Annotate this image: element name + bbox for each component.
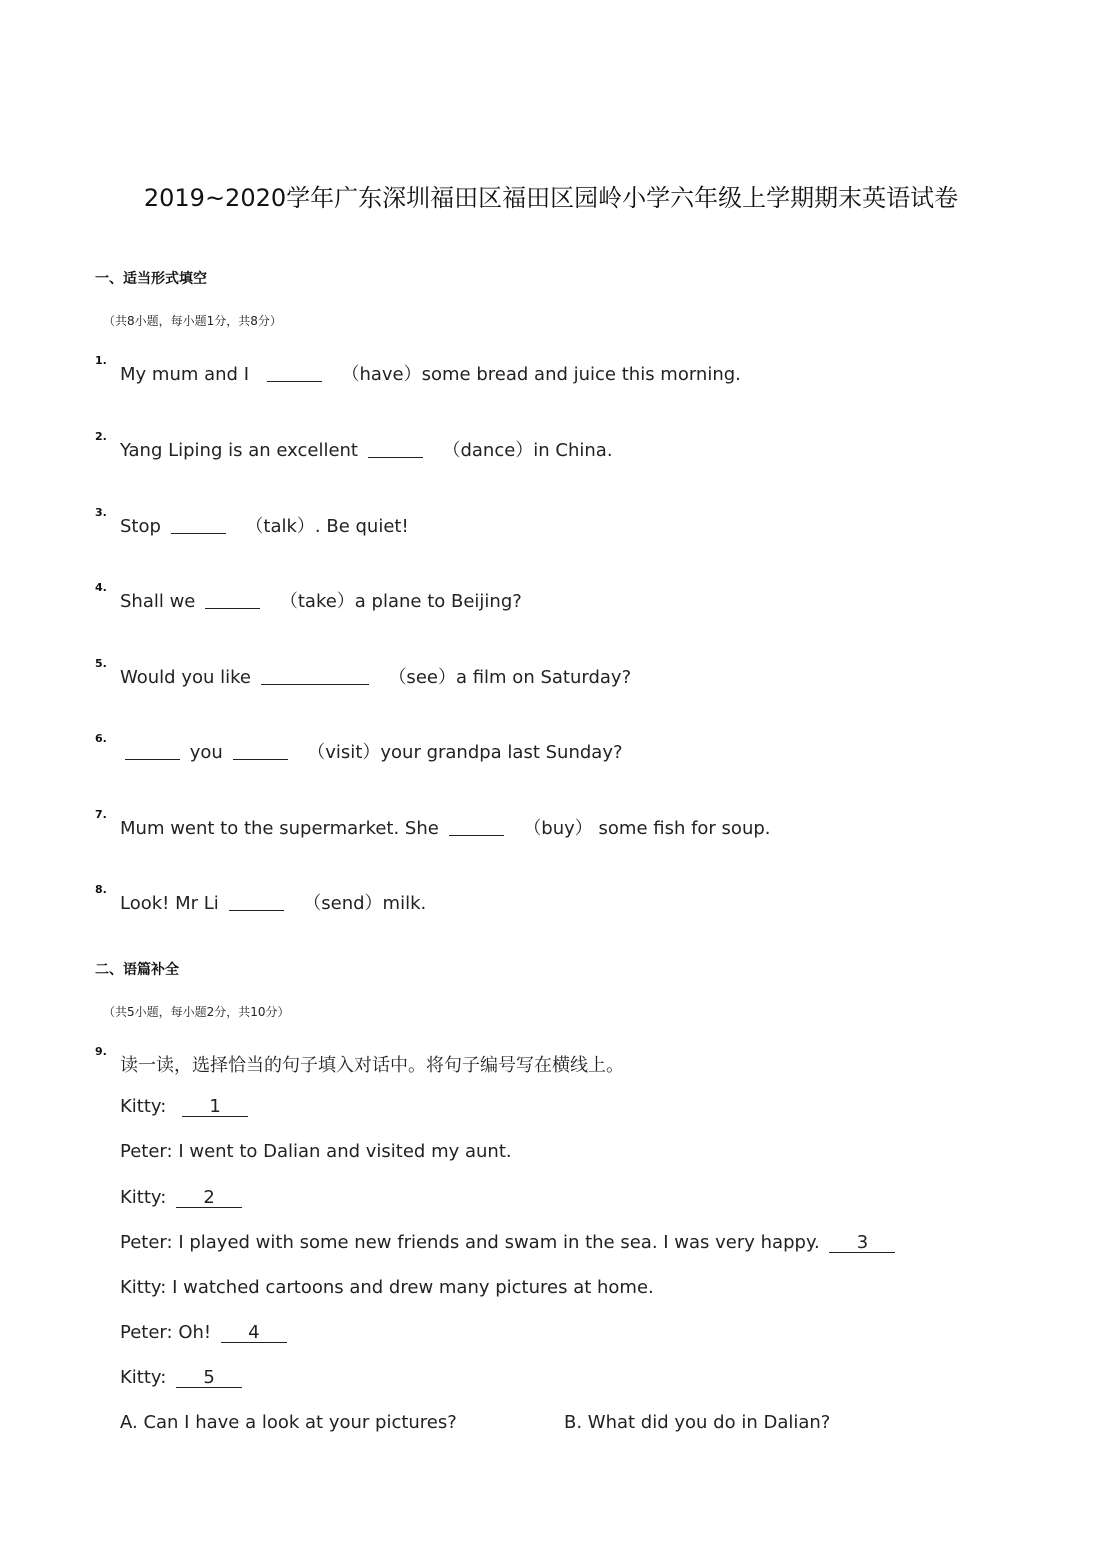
dialogue-line bbox=[120, 1096, 248, 1117]
speaker: Kitty: bbox=[120, 1277, 167, 1298]
dialogue-line bbox=[120, 1232, 895, 1253]
option-b: B. What did you do in Dalian? bbox=[564, 1412, 831, 1433]
question-instruction: 读一读，选择恰当的句子填入对话中。将句子编号写在横线上。 bbox=[120, 1055, 624, 1076]
question-number: 5. bbox=[95, 657, 107, 670]
section-1-note: （共8小题，每小题1分，共8分） bbox=[103, 314, 282, 328]
section-2-heading: 二、语篇补全 bbox=[95, 962, 179, 978]
answer-blank[interactable] bbox=[261, 666, 369, 685]
question-text: （buy） some fish for soup. bbox=[523, 818, 771, 839]
speaker: Kitty: bbox=[120, 1187, 167, 1208]
speaker: Kitty: bbox=[120, 1367, 167, 1388]
dialogue-line bbox=[120, 1322, 287, 1343]
page-title: 2019~2020学年广东深圳福田区福田区园岭小学六年级上学期期末英语试卷 bbox=[143, 184, 959, 212]
question-number: 9. bbox=[95, 1045, 107, 1058]
dialogue-line bbox=[120, 1141, 512, 1162]
answer-blank[interactable] bbox=[205, 590, 260, 609]
question-text: Yang Liping is an excellent bbox=[120, 440, 358, 461]
answer-blank[interactable] bbox=[233, 741, 288, 760]
question-number: 6. bbox=[95, 732, 107, 745]
question-text: Would you like bbox=[120, 667, 251, 688]
question-text: Look! Mr Li bbox=[120, 893, 219, 914]
question-text: My mum and I bbox=[120, 364, 249, 385]
question-text: you bbox=[189, 742, 223, 763]
section-2-note: （共5小题，每小题2分，共10分） bbox=[103, 1005, 290, 1019]
answer-blank[interactable] bbox=[368, 439, 423, 458]
dialogue-line bbox=[120, 1367, 242, 1388]
dialogue-line bbox=[120, 1277, 654, 1298]
answer-blank[interactable] bbox=[171, 515, 226, 534]
speaker: Peter: bbox=[120, 1141, 173, 1162]
question-text: （take）a plane to Beijing? bbox=[279, 591, 522, 612]
answer-blank[interactable]: 2 bbox=[176, 1189, 242, 1208]
speaker: Kitty: bbox=[120, 1096, 167, 1117]
speaker: Peter: bbox=[120, 1232, 173, 1253]
question-text: （visit）your grandpa last Sunday? bbox=[307, 742, 623, 763]
speaker: Peter: bbox=[120, 1322, 173, 1343]
answer-blank[interactable]: 3 bbox=[829, 1234, 895, 1253]
section-1-heading: 一、适当形式填空 bbox=[95, 271, 207, 287]
dialogue-text: Oh! bbox=[178, 1322, 212, 1343]
question-text: （see）a film on Saturday? bbox=[388, 667, 632, 688]
question-text: Stop bbox=[120, 516, 161, 537]
answer-blank[interactable] bbox=[125, 741, 180, 760]
answer-blank[interactable]: 1 bbox=[182, 1098, 248, 1117]
answer-blank[interactable]: 4 bbox=[221, 1324, 287, 1343]
question-text: （dance）in China. bbox=[442, 440, 613, 461]
dialogue-text: I went to Dalian and visited my aunt. bbox=[178, 1141, 512, 1162]
answer-blank[interactable] bbox=[267, 363, 322, 382]
question-text: （send）milk. bbox=[303, 893, 427, 914]
dialogue-text: I watched cartoons and drew many pictures at home. bbox=[172, 1277, 654, 1298]
answer-blank[interactable]: 5 bbox=[176, 1369, 242, 1388]
dialogue-text: I played with some new friends and swam in the sea. I was very happy. bbox=[178, 1232, 820, 1253]
question-number: 2. bbox=[95, 430, 107, 443]
answer-blank[interactable] bbox=[449, 817, 504, 836]
question-number: 1. bbox=[95, 354, 107, 367]
question-number: 4. bbox=[95, 581, 107, 594]
question-text: （have）some bread and juice this morning. bbox=[341, 364, 741, 385]
dialogue-line bbox=[120, 1187, 242, 1208]
answer-blank[interactable] bbox=[229, 892, 284, 911]
question-number: 7. bbox=[95, 808, 107, 821]
question-text: Mum went to the supermarket. She bbox=[120, 818, 439, 839]
question-text: Shall we bbox=[120, 591, 196, 612]
question-number: 8. bbox=[95, 883, 107, 896]
question-number: 3. bbox=[95, 506, 107, 519]
option-a: A. Can I have a look at your pictures? bbox=[120, 1412, 457, 1433]
question-text: （talk）. Be quiet! bbox=[245, 516, 409, 537]
